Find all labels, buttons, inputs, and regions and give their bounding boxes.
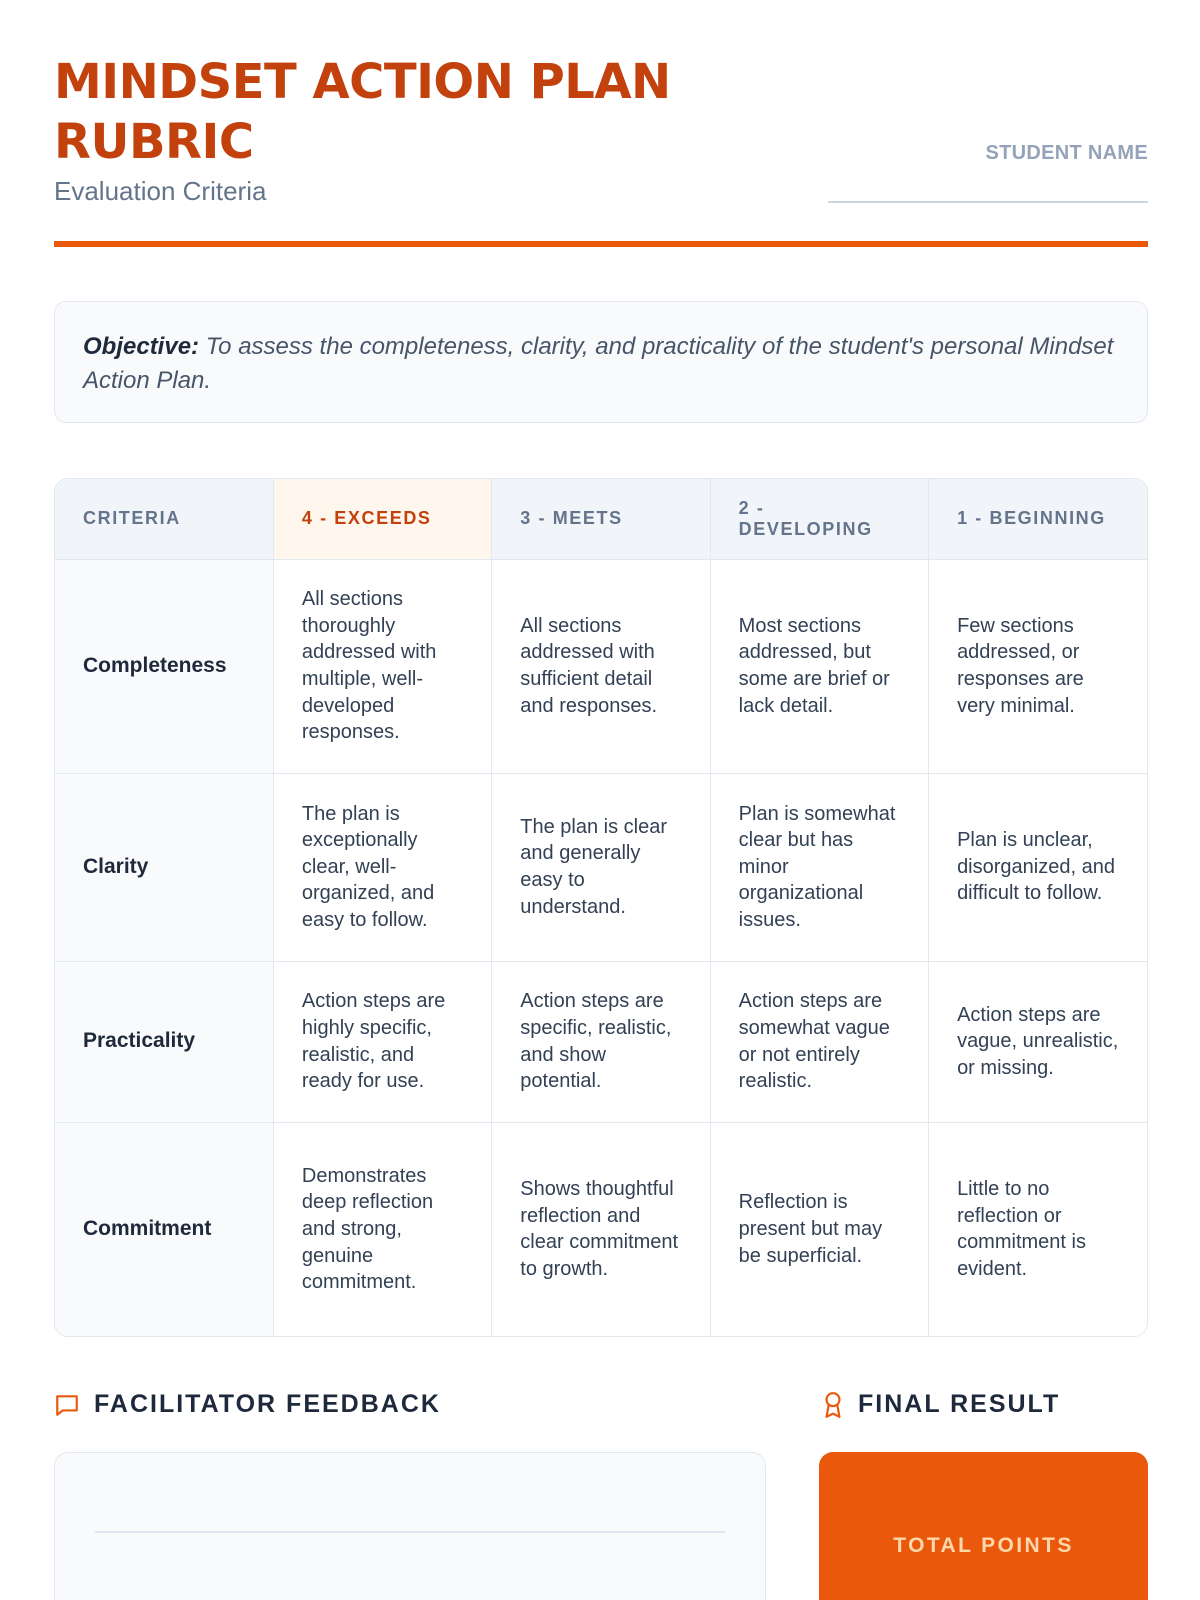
rubric-cell: Action steps are vague, unrealistic, or missing.	[929, 961, 1147, 1122]
rubric-cell: The plan is exceptionally clear, well-organized, and easy to follow.	[273, 773, 491, 961]
objective-box	[54, 301, 1148, 423]
table-row	[55, 1122, 1147, 1336]
feedback-line	[95, 1531, 725, 1533]
student-name-line[interactable]	[828, 201, 1148, 203]
rubric-table	[54, 478, 1148, 1337]
message-square-icon	[54, 1392, 80, 1418]
award-icon	[822, 1391, 844, 1419]
page-title: MINDSET ACTION PLAN RUBRIC	[54, 54, 671, 170]
column-header-meets: 3 - MEETS	[492, 479, 710, 559]
facilitator-feedback-title: FACILITATOR FEEDBACK	[94, 1390, 441, 1418]
final-result-heading	[822, 1390, 1060, 1419]
rubric-cell: Shows thoughtful reflection and clear commitment to growth.	[492, 1122, 710, 1336]
table-row	[55, 773, 1147, 961]
rubric-header-row	[55, 479, 1147, 559]
criterion-practicality: Practicality	[55, 961, 273, 1122]
rubric-cell: Plan is unclear, disorganized, and difficult to follow.	[929, 773, 1147, 961]
criterion-clarity: Clarity	[55, 773, 273, 961]
table-row	[55, 559, 1147, 773]
total-points-label: TOTAL POINTS	[893, 1534, 1074, 1557]
header-divider	[54, 241, 1148, 247]
criterion-completeness: Completeness	[55, 559, 273, 773]
rubric-cell: Action steps are specific, realistic, and show potential.	[492, 961, 710, 1122]
rubric-cell: Reflection is present but may be superficial.	[710, 1122, 928, 1336]
rubric-cell: All sections addressed with sufficient detail and responses.	[492, 559, 710, 773]
rubric-cell: Most sections addressed, but some are brief or lack detail.	[710, 559, 928, 773]
facilitator-feedback-heading	[54, 1390, 441, 1419]
student-name-label: STUDENT NAME	[985, 142, 1148, 164]
column-header-criteria: CRITERIA	[55, 479, 273, 559]
student-name-field[interactable]	[828, 142, 1148, 203]
objective-label: Objective:	[83, 333, 200, 360]
final-result-title: FINAL RESULT	[858, 1390, 1061, 1418]
rubric-cell: Action steps are somewhat vague or not entirely realistic.	[710, 961, 928, 1122]
rubric-cell: All sections thoroughly addressed with multiple, well-developed responses.	[273, 559, 491, 773]
rubric-cell: Little to no reflection or commitment is evident.	[929, 1122, 1147, 1336]
page-header	[54, 52, 1148, 248]
rubric-cell: Few sections addressed, or responses are very minimal.	[929, 559, 1147, 773]
criterion-commitment: Commitment	[55, 1122, 273, 1336]
rubric-cell: Demonstrates deep reflection and strong, genuine commitment.	[273, 1122, 491, 1336]
page-subtitle: Evaluation Criteria	[54, 176, 267, 206]
rubric-cell: The plan is clear and generally easy to understand.	[492, 773, 710, 961]
total-points-card	[819, 1452, 1148, 1600]
objective-text: To assess the completeness, clarity, and practicality of the student's personal Mindset Action Plan.	[83, 333, 1114, 394]
feedback-input-area[interactable]	[54, 1452, 766, 1600]
rubric-cell: Action steps are highly specific, realistic, and ready for use.	[273, 961, 491, 1122]
column-header-beginning: 1 - BEGINNING	[929, 479, 1147, 559]
table-row	[55, 961, 1147, 1122]
rubric-cell: Plan is somewhat clear but has minor organizational issues.	[710, 773, 928, 961]
column-header-exceeds: 4 - EXCEEDS	[273, 479, 491, 559]
column-header-developing: 2 - DEVELOPING	[710, 479, 928, 559]
